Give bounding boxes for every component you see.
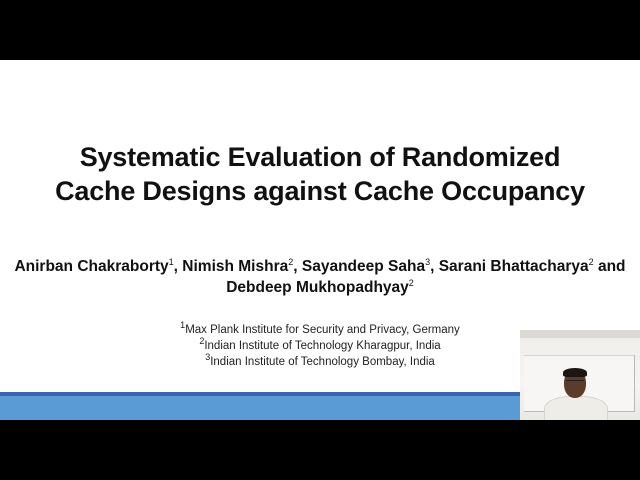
author: Nimish Mishra$^2$, <box>182 256 302 275</box>
author-list <box>0 256 640 298</box>
author: Debdeep Mukhopadhyay$^2$ <box>226 277 414 296</box>
ceiling <box>520 330 640 338</box>
affiliation: $^3$Indian Institute of Technology Bombay, India <box>205 352 435 368</box>
author: Sarani Bhattacharya$^2$ and <box>438 256 626 275</box>
presenter-body <box>544 396 608 420</box>
footer-bar <box>0 396 520 420</box>
presenter-glasses <box>566 380 584 384</box>
title-line-2: Cache Designs against Cache Occupancy <box>55 176 585 206</box>
presenter-webcam <box>520 330 640 420</box>
presentation-slide <box>0 60 640 420</box>
letterbox-top <box>0 0 640 60</box>
author: Anirban Chakraborty$^1$, <box>14 256 183 275</box>
affiliation: $^2$Indian Institute of Technology Kharagpur, India <box>199 336 441 352</box>
author: Sayandeep Saha$^3$, <box>301 256 439 275</box>
title-line-1: Systematic Evaluation of Randomized <box>79 142 561 172</box>
affiliation: $^1$Max Plank Institute for Security and Privacy, Germany <box>180 320 460 336</box>
letterbox-bottom <box>0 420 640 480</box>
slide-title <box>0 140 640 208</box>
presenter-hair <box>563 368 587 377</box>
